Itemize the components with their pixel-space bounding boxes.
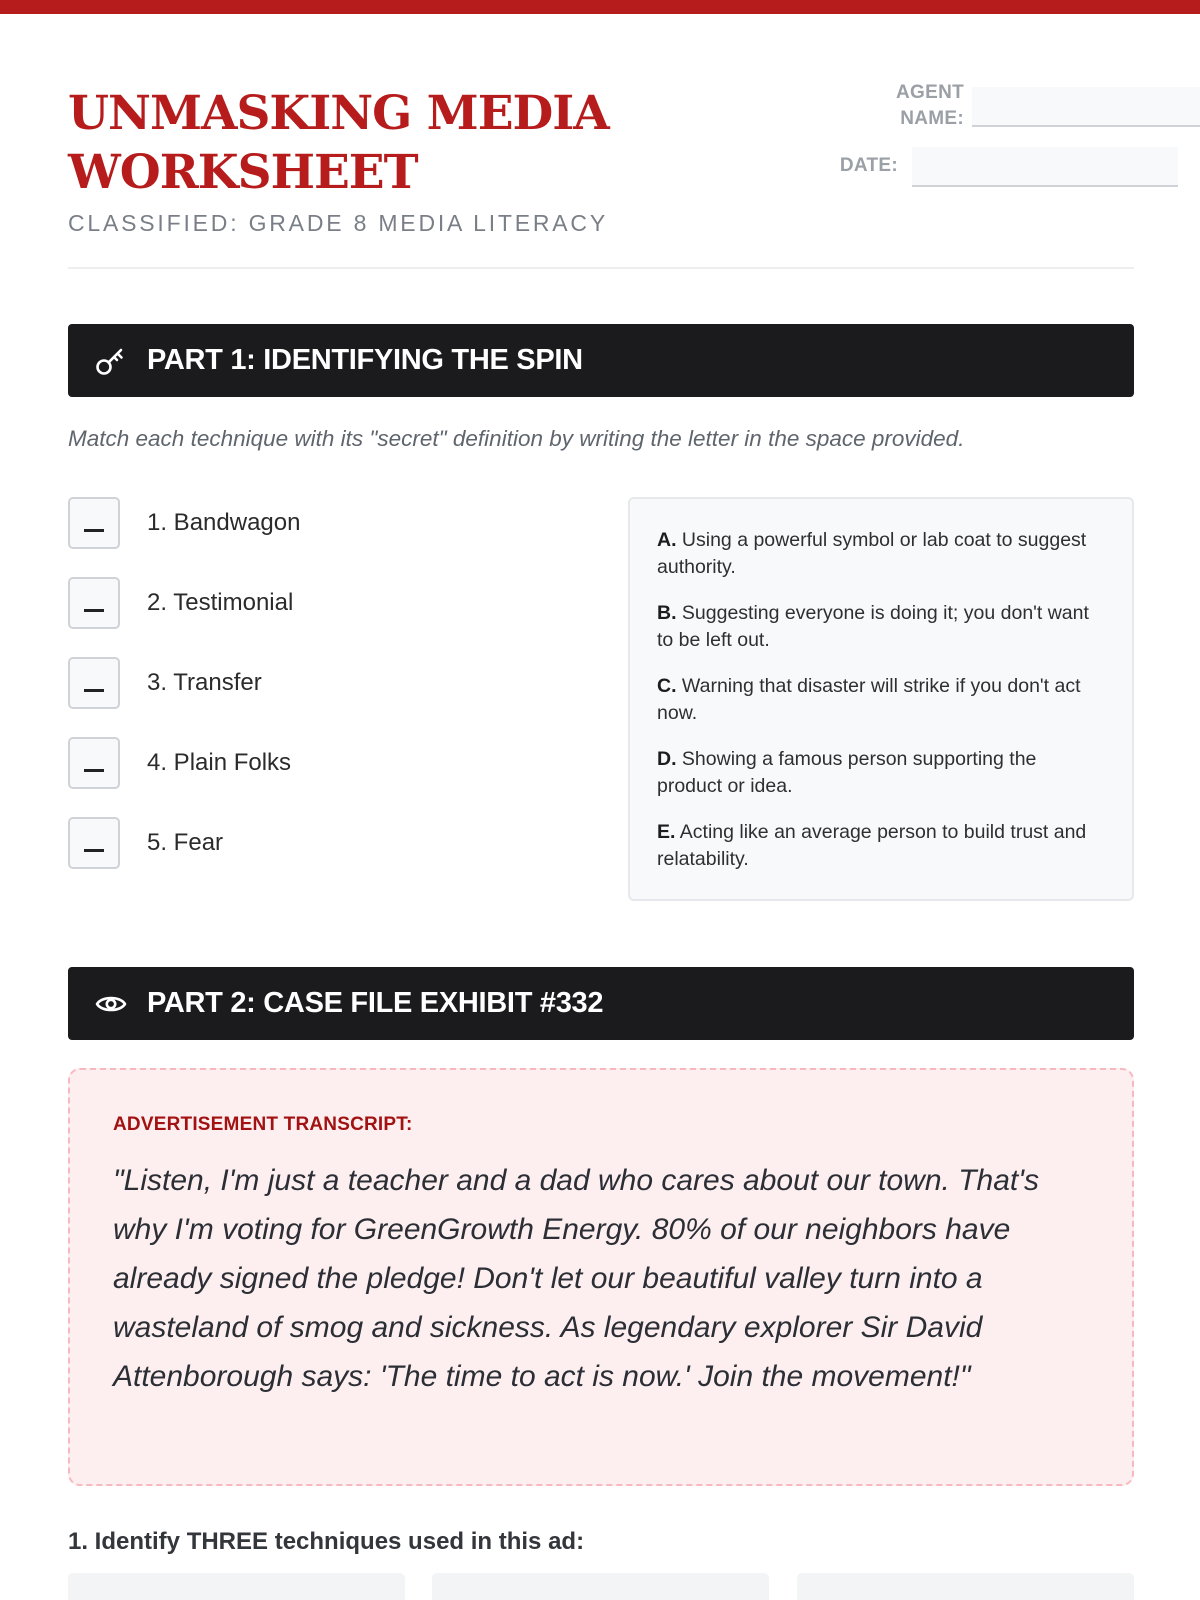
- answer-box[interactable]: [68, 577, 120, 629]
- answer-blank: [84, 689, 104, 692]
- technique-label: 1. Bandwagon: [147, 509, 301, 536]
- definition-text: Warning that disaster will strike if you don't act now.: [657, 675, 1081, 724]
- technique-item: [68, 497, 588, 577]
- date-field[interactable]: [912, 147, 1178, 187]
- agent-name-field[interactable]: [972, 87, 1200, 127]
- agent-name-label: AGENT NAME:: [896, 82, 964, 129]
- section-header-part-2: [68, 967, 1134, 1040]
- definition-text: Using a powerful symbol or lab coat to suggest authority.: [657, 529, 1087, 578]
- section-title-part-1: PART 1: IDENTIFYING THE SPIN: [147, 344, 583, 376]
- technique-label: 4. Plain Folks: [147, 749, 292, 776]
- technique-label: 5. Fear: [147, 829, 224, 856]
- definitions-box: [628, 497, 1134, 901]
- transcript-box: [68, 1068, 1134, 1486]
- part-1-instructions: Match each technique with its "secret" definition by writing the letter in the space provided.: [68, 426, 965, 451]
- definition-letter: B.: [657, 602, 677, 624]
- transcript-text: "Listen, I'm just a teacher and a dad who cares about our town. That's why I'm voting for GreenGrowth Energy. 80% of our neighbors have already signed the pledge! Don't let our beautiful valley turn into a wasteland of smog and sickness. As legendary explorer Sir David Attenborough says: 'The time to act is now.' Join the movement!": [113, 1164, 1039, 1393]
- eye-icon: [94, 987, 128, 1021]
- technique-item: [68, 577, 588, 657]
- definition-item: [657, 746, 1106, 800]
- definition-letter: E.: [657, 821, 676, 843]
- definition-text: Acting like an average person to build trust and relatability.: [657, 821, 1087, 870]
- answer-box[interactable]: [68, 737, 120, 789]
- definition-text: Showing a famous person supporting the product or idea.: [657, 748, 1037, 797]
- page-title: UNMASKING MEDIA WORKSHEET: [68, 86, 609, 200]
- definition-item: [657, 600, 1106, 654]
- definition-letter: A.: [657, 529, 677, 551]
- answer-blank: [84, 609, 104, 612]
- technique-label: 3. Transfer: [147, 669, 262, 696]
- page-subtitle: CLASSIFIED: GRADE 8 MEDIA LITERACY: [68, 210, 608, 236]
- technique-item: [68, 737, 588, 817]
- definition-letter: D.: [657, 748, 677, 770]
- answer-box[interactable]: [68, 497, 120, 549]
- answer-box[interactable]: [68, 817, 120, 869]
- answer-blank: [84, 849, 104, 852]
- answer-fields: [68, 1573, 1134, 1600]
- section-title-part-2: PART 2: CASE FILE EXHIBIT #332: [147, 987, 604, 1019]
- transcript-label: ADVERTISEMENT TRANSCRIPT:: [113, 1114, 413, 1135]
- date-row: [758, 145, 1178, 189]
- question-1: 1. Identify THREE techniques used in this ad:: [68, 1528, 585, 1555]
- technique-item: [68, 817, 588, 897]
- section-header-part-1: [68, 324, 1134, 397]
- definition-item: [657, 673, 1106, 727]
- answer-field-3[interactable]: [797, 1573, 1134, 1600]
- definition-letter: C.: [657, 675, 677, 697]
- answer-blank: [84, 529, 104, 532]
- definition-text: Suggesting everyone is doing it; you don't want to be left out.: [657, 602, 1089, 651]
- definition-item: [657, 527, 1106, 581]
- agent-name-row: [798, 80, 1200, 132]
- technique-label: 2. Testimonial: [147, 589, 294, 616]
- answer-box[interactable]: [68, 657, 120, 709]
- key-icon: [94, 344, 128, 378]
- answer-field-2[interactable]: [432, 1573, 769, 1600]
- answer-blank: [84, 769, 104, 772]
- answer-field-1[interactable]: [68, 1573, 405, 1600]
- technique-item: [68, 657, 588, 737]
- definition-item: [657, 819, 1106, 873]
- header-divider: [68, 267, 1134, 269]
- technique-list: [68, 497, 588, 897]
- date-label: DATE:: [839, 155, 898, 176]
- top-accent-bar: [0, 0, 1200, 14]
